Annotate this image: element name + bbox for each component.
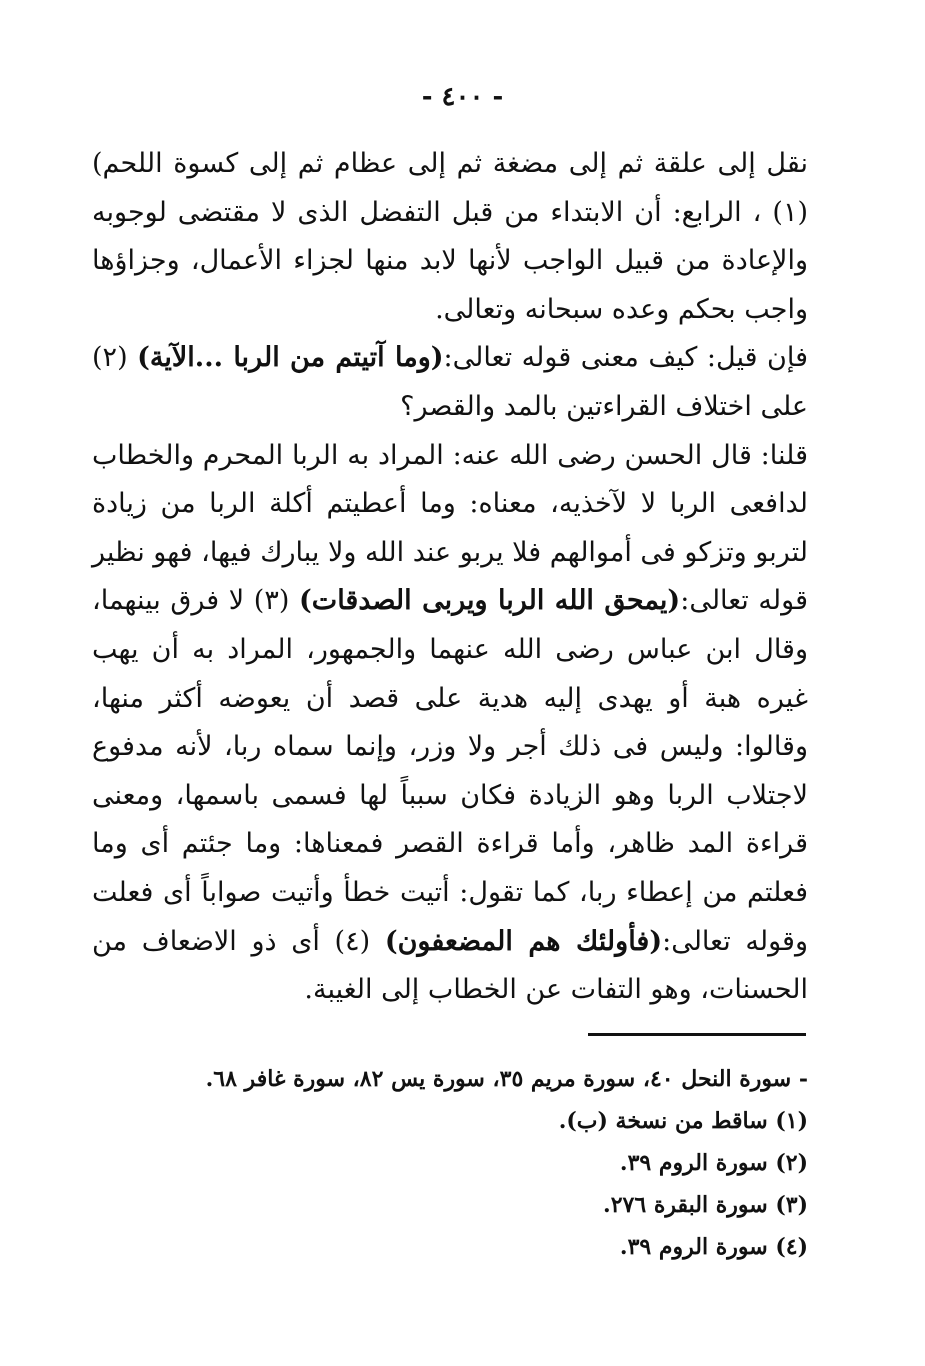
quran-verse-3: (فأولئك هم المضعفون) [384,925,663,957]
footnote-item: (٢) سورة الروم ٣٩. [619,1150,808,1176]
paragraph-2-intro: فإن قيل: كيف معنى قوله تعالى: [443,342,808,374]
paragraph-3-body: (٣) لا فرق بينهما، وقال ابن عباس رضى الله عنهما والجمهور، المراد به أن يهب غيره هبة أو يهدى إليه هدية على قصد أن يعوضه أكثر منها، وقالوا: وليس فى ذلك أجر ولا وزر، وإنما سماه ربا، لأنه مدفوع لاجتلاب الربا وهو الزيادة فكان سبباً لها فسمى باسمها، ومعنى قراءة المد ظاهر، وأما قراءة القصر فمعناها: وما جئتم أى وما فعلتم من إعطاء ربا، كما تقول: أتيت خطأ وأتيت صواباً أى فعلت وقوله تعالى: [92,585,808,957]
footnote-item: (٤) سورة الروم ٣٩. [619,1234,808,1260]
paragraph-3-intro: قلنا: قال الحسن رضى الله عنه: المراد به الربا المحرم والخطاب لدافعى الربا لا لآخذيه، معناه: وما أعطيتم أكلة الربا من زيادة لتربو وتزكو فى أموالهم فلا يربو عند الله ولا يبارك فيها، فهو نظير قوله تعالى: [92,439,808,617]
paragraph-3-end: (٤) أى ذو الاضعاف من الحسنات، وهو التفات عن الخطاب إلى الغيبة. [92,925,808,1006]
paragraph-2-rest: (٢) على اختلاف القراءتين بالمد والقصر؟ [92,342,808,422]
paragraph-3 [92,432,808,1015]
footnote-divider [588,1033,806,1036]
main-text [92,140,808,1015]
quran-verse-2: (يمحق الله الربا ويربى الصدقات) [299,585,681,617]
footnote-item: - سورة النحل ٤٠، سورة مريم ٣٥، سورة يس ٨٢، سورة غافر ٦٨. [205,1066,808,1092]
paragraph-2 [92,334,808,431]
footnotes [120,1058,808,1268]
footnote-item: (٣) سورة البقرة ٢٧٦. [603,1192,808,1218]
paragraph-1: نقل إلى علقة ثم إلى مضغة ثم إلى عظام ثم إلى كسوة اللحم) (١) ، الرابع: أن الابتداء من قبل التفضل الذى لا مقتضى لوجوبه والإعادة من قبيل الواجب لأنها لابد منها لجزاء الأعمال، وجزاؤها واجب بحكم وعده سبحانه وتعالى. [92,148,808,325]
page-number: - ٤٠٠ - [421,82,504,112]
footnote-item: (١) ساقط من نسخة (ب). [558,1108,808,1134]
quran-verse-1: (وما آتيتم من الربا ...الآية) [137,342,444,374]
